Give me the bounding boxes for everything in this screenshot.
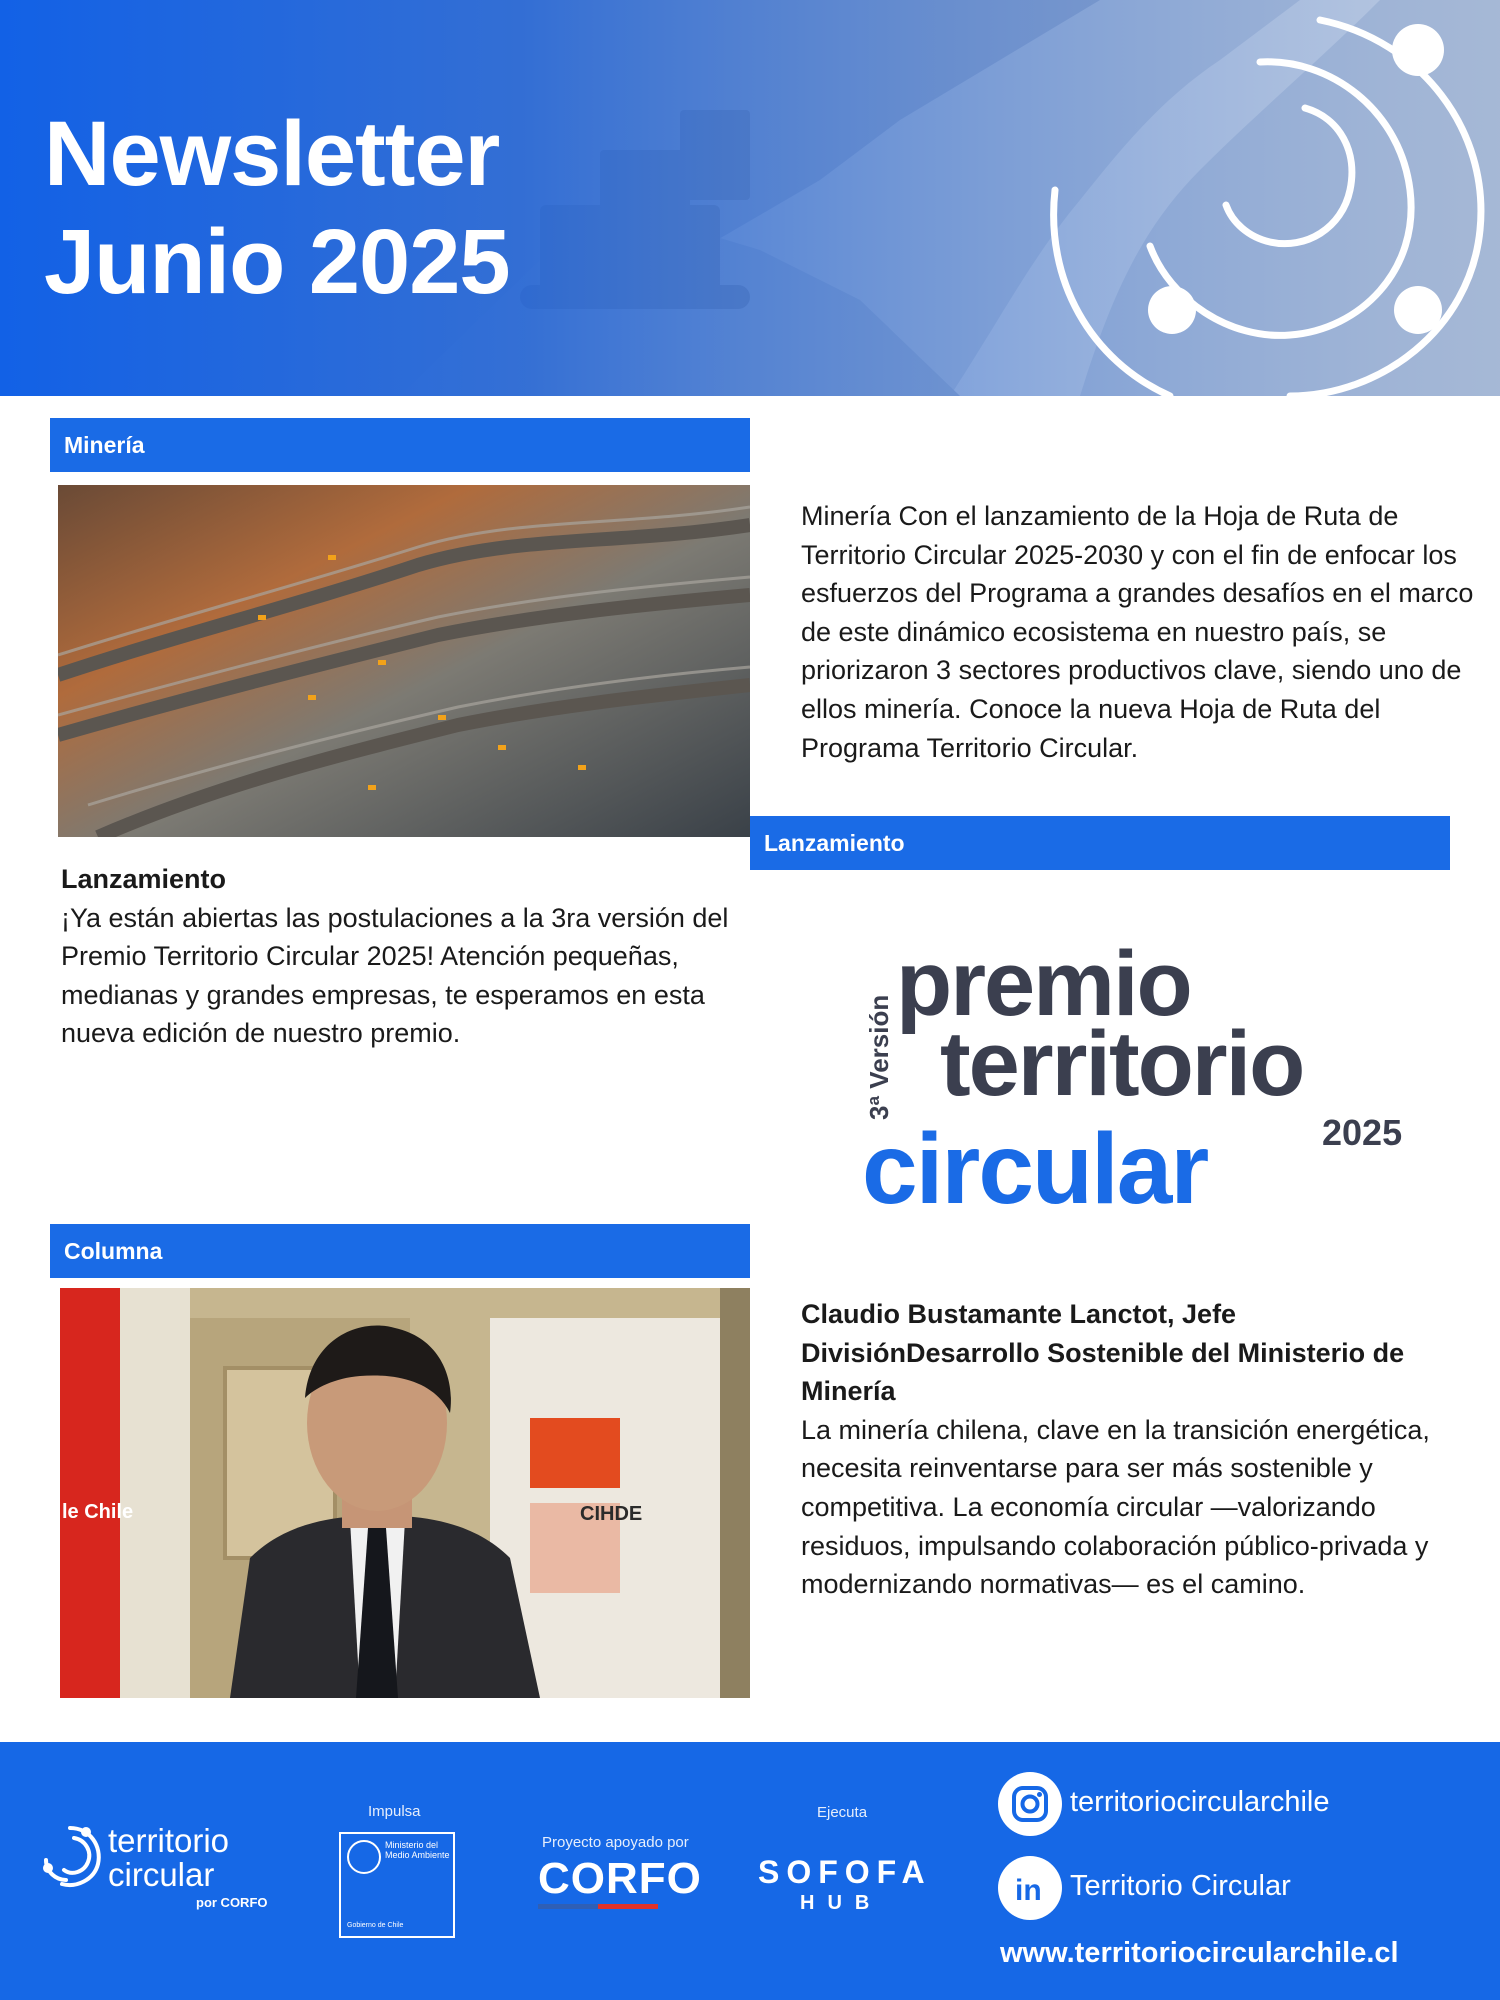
photo-banner-right-text: CIHDE <box>580 1503 643 1525</box>
premio-word-2: territorio <box>940 1013 1304 1115</box>
mining-pit-photo <box>58 485 750 837</box>
ministerio-label: Ministerio del Medio Ambiente <box>385 1840 450 1860</box>
author-portrait-photo <box>60 1288 750 1698</box>
lanzamiento-text: ¡Ya están abiertas las postulaciones a la 3ra versión del Premio Territorio Circular 2025! Atención pequeñas, medianas y grandes empresas, te esperamos en esta nueva edición de nuestro premio. <box>61 902 729 1049</box>
premio-word-3: circular <box>862 1113 1208 1215</box>
columna-block <box>801 1295 1471 1604</box>
sofofa-hub: HUB <box>800 1892 883 1914</box>
corfo-stripe-red <box>598 1904 658 1909</box>
premio-word-1: premio <box>896 935 1191 1035</box>
brand-line-2: circular <box>108 1856 215 1893</box>
svg-text:in: in <box>1015 1874 1042 1907</box>
corfo-stripe-blue <box>538 1904 598 1909</box>
columna-text: La minería chilena, clave en la transición energética, necesita reinventarse para ser más sostenible y competitiva. La economía circular —valorizando residuos, impulsando colaboración público-privada y modernizando normativas— es el camino. <box>801 1414 1430 1600</box>
linkedin-icon[interactable] <box>998 1856 1062 1920</box>
instagram-icon[interactable] <box>998 1772 1062 1836</box>
territorio-circular-logo-icon <box>36 1822 106 1892</box>
sofofa-logo: SOFOFA <box>758 1854 932 1890</box>
mineria-text: Minería Con el lanzamiento de la Hoja de Ruta de Territorio Circular 2025-2030 y con el fin de enfocar los esfuerzos del Programa a grandes desafíos en el marco de este dinámico ecosistema en nuestro país, se priorizaron 3 sectores productivos clave, siendo uno de ellos minería. Conoce la nueva Hoja de Ruta del Programa Territorio Circular. <box>801 501 1474 763</box>
corfo-logo: CORFO <box>538 1854 702 1903</box>
premio-territorio-circular-logo <box>860 935 1420 1215</box>
section-bar-columna: Columna <box>50 1224 750 1278</box>
instagram-handle[interactable]: territoriocircularchile <box>1070 1786 1330 1818</box>
header-banner <box>0 0 1500 396</box>
premio-year: 2025 <box>1322 1112 1403 1153</box>
ejecuta-label: Ejecuta <box>817 1804 868 1821</box>
proyecto-apoyado-label: Proyecto apoyado por <box>542 1834 689 1851</box>
title-line-2: Junio 2025 <box>44 211 510 313</box>
ministerio-logo <box>339 1832 455 1938</box>
territorio-circular-brand <box>108 1824 229 1892</box>
brand-sub: por CORFO <box>196 1895 268 1910</box>
circular-logo-icon <box>0 0 1500 396</box>
website-link[interactable]: www.territoriocircularchile.cl <box>1000 1937 1399 1969</box>
photo-banner-left-text: le Chile <box>62 1501 134 1523</box>
impulsa-label: Impulsa <box>368 1803 421 1820</box>
premio-version-label: 3ª Versión <box>864 994 894 1120</box>
brand-line-1: territorio <box>108 1822 230 1859</box>
section-bar-lanzamiento: Lanzamiento <box>750 816 1450 870</box>
footer <box>0 1742 1500 2000</box>
lanzamiento-heading: Lanzamiento <box>61 864 227 894</box>
chile-seal-icon <box>347 1840 381 1874</box>
lanzamiento-block <box>61 860 751 1053</box>
columna-author: Claudio Bustamante Lanctot, Jefe DivisiónDesarrollo Sostenible del Ministerio de Minería <box>801 1299 1405 1407</box>
linkedin-handle[interactable]: Territorio Circular <box>1070 1870 1291 1902</box>
section-bar-mineria: Minería <box>50 418 750 472</box>
title-line-1: Newsletter <box>44 103 500 205</box>
gobierno-label: Gobierno de Chile <box>347 1922 404 1929</box>
